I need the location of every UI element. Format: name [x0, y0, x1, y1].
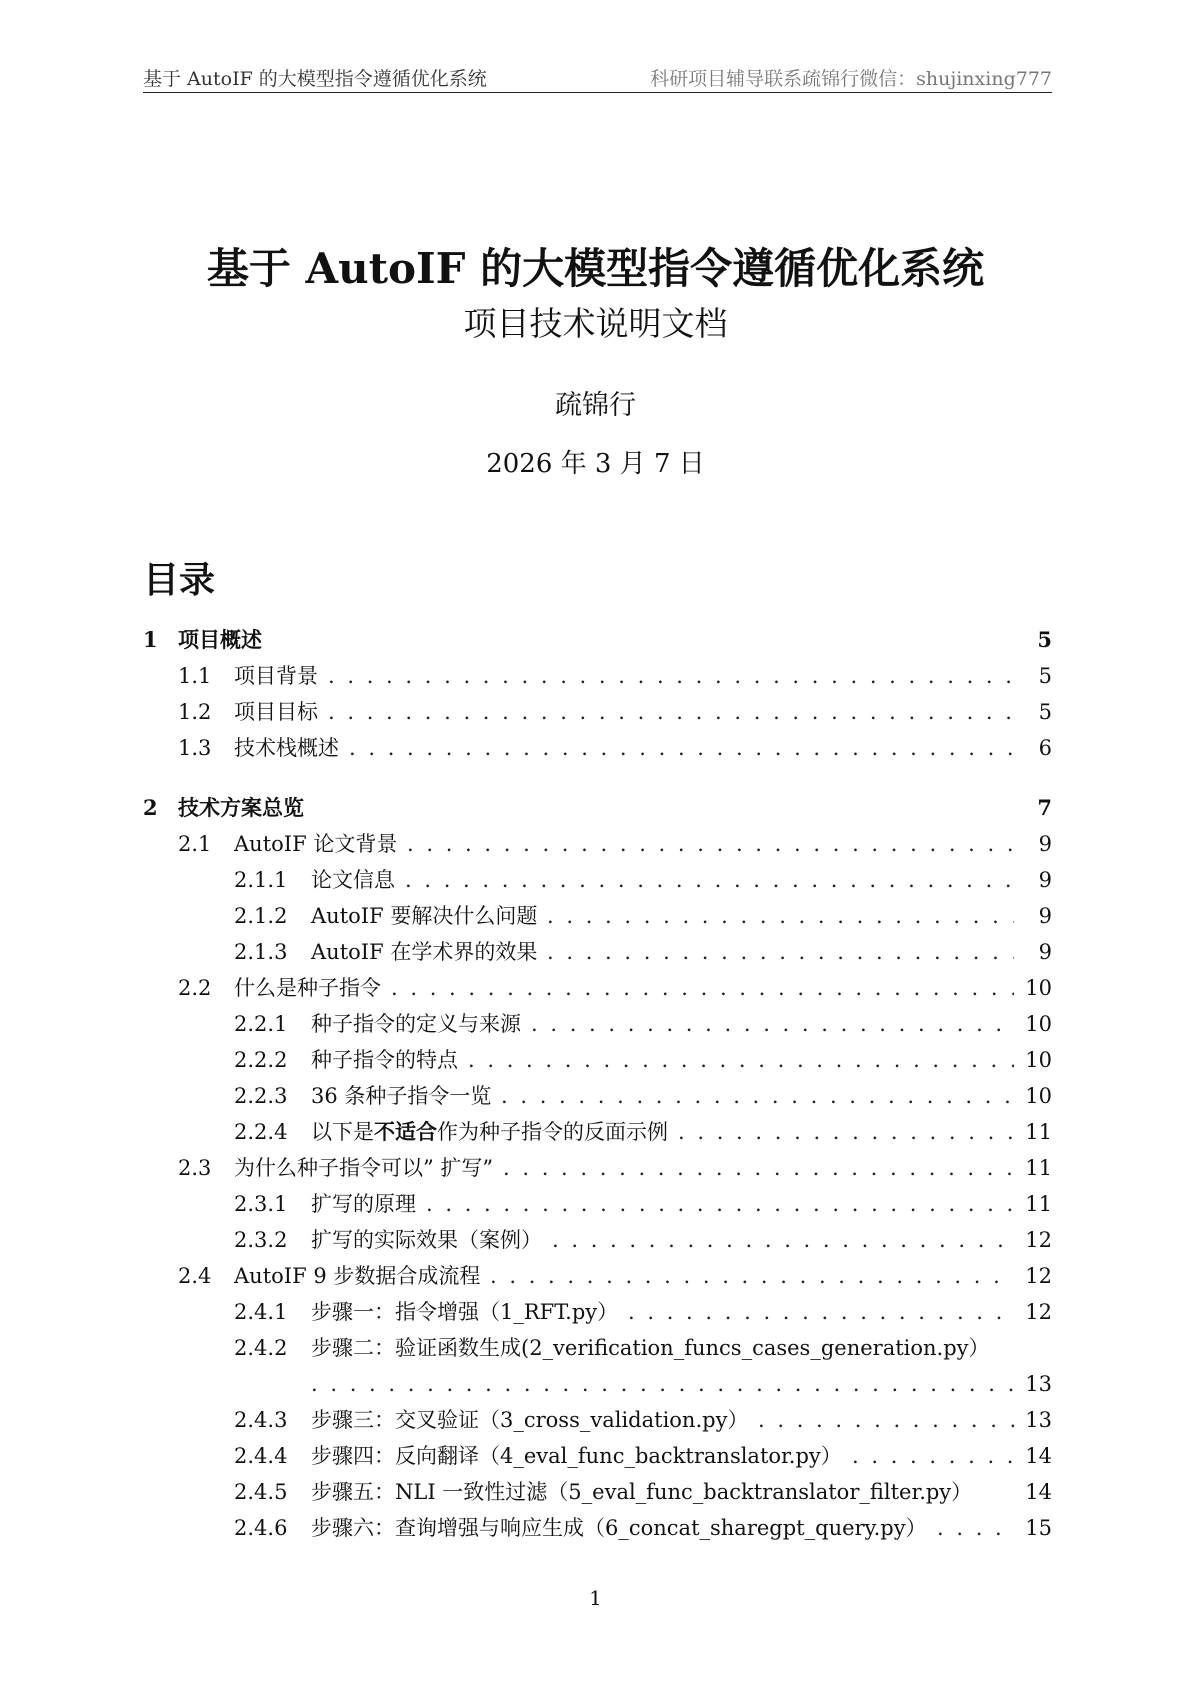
toc-entry-2-3[interactable] — [143, 1150, 1052, 1186]
toc-entry-2-4-5[interactable] — [143, 1474, 1052, 1510]
toc-entry-page: 7 — [1037, 795, 1052, 820]
toc-entry-2-3-1[interactable] — [143, 1186, 1052, 1222]
document-author: 疏锦行 — [555, 390, 636, 421]
toc-entry-2-1-3[interactable] — [143, 934, 1052, 970]
toc-dot-leader — [937, 1510, 1014, 1546]
toc-entry-title: 步骤一：指令增强（1_RFT.py） — [311, 1300, 619, 1324]
toc-entry-2-4-3[interactable] — [143, 1402, 1052, 1438]
document-date: 2026 年 3 月 7 日 — [486, 449, 705, 479]
toc-entry-page: 5 — [1037, 627, 1052, 652]
toc-entry-page: 13 — [1025, 1372, 1052, 1396]
toc-dot-leader — [503, 1150, 1014, 1186]
toc-entry-number: 2 — [143, 795, 158, 820]
toc-entry-page: 9 — [1038, 868, 1052, 892]
toc-entry-number: 2.4.4 — [234, 1444, 288, 1468]
toc-dot-leader — [678, 1114, 1014, 1150]
toc-entry-number: 2.2.2 — [234, 1048, 288, 1072]
toc-entry-title: 步骤二：验证函数生成(2_verification_funcs_cases_generation.py） — [311, 1336, 990, 1360]
toc-entry-2-2-4[interactable] — [143, 1114, 1052, 1150]
toc-entry-title: AutoIF 论文背景 — [234, 832, 398, 856]
toc-entry-title: 技术方案总览 — [178, 795, 304, 820]
toc-entry-1-3[interactable] — [143, 730, 1052, 766]
toc-dot-leader — [405, 862, 1014, 898]
toc-entry-title: 扩写的原理 — [311, 1192, 416, 1216]
toc-entry-title-pre: 以下是 — [311, 1120, 374, 1144]
toc-dot-leader — [407, 826, 1014, 862]
toc-entry-title: 项目目标 — [234, 700, 318, 724]
toc-dot-leader — [547, 934, 1014, 970]
toc-entry-title: AutoIF 要解决什么问题 — [311, 904, 538, 928]
toc-entry-number: 2.2.3 — [234, 1084, 288, 1108]
toc-entry-page: 12 — [1025, 1264, 1052, 1288]
toc-entry-title: 步骤三：交叉验证（3_cross_validation.py） — [311, 1408, 749, 1432]
toc-entry-title: 项目背景 — [234, 664, 318, 688]
toc-dot-leader — [628, 1294, 1014, 1330]
toc-entry-page: 10 — [1025, 1084, 1052, 1108]
toc-entry-2-3-2[interactable] — [143, 1222, 1052, 1258]
toc-dot-leader — [758, 1402, 1014, 1438]
toc-entry-1-1[interactable] — [143, 658, 1052, 694]
toc-entry-title: 步骤五：NLI 一致性过滤（5_eval_func_backtranslator_filter.py） — [311, 1480, 973, 1504]
toc-entry-2-1-1[interactable] — [143, 862, 1052, 898]
toc-entry-page: 14 — [1025, 1480, 1052, 1504]
toc-entry-page: 12 — [1025, 1228, 1052, 1252]
toc-entry-page: 10 — [1025, 976, 1052, 1000]
toc-entry-2-4-4[interactable] — [143, 1438, 1052, 1474]
toc-entry-number: 1 — [143, 627, 158, 652]
toc-entry-title: 技术栈概述 — [234, 736, 339, 760]
toc-dot-leader — [547, 898, 1014, 934]
toc-entry-title: 种子指令的特点 — [311, 1048, 458, 1072]
toc-dot-leader — [501, 1078, 1014, 1114]
toc-entry-2-4-1[interactable] — [143, 1294, 1052, 1330]
toc-heading: 目录 — [143, 559, 216, 601]
document-subtitle: 项目技术说明文档 — [463, 304, 728, 343]
toc-entry-title-post: 作为种子指令的反面示例 — [437, 1120, 668, 1144]
toc-entry-number: 2.3.1 — [234, 1192, 288, 1216]
toc-entry-title: 步骤四：反向翻译（4_eval_func_backtranslator.py） — [311, 1444, 842, 1468]
document-title: 基于 AutoIF 的大模型指令遵循优化系统 — [206, 244, 985, 293]
toc-entry-number: 2.4.3 — [234, 1408, 288, 1432]
toc-entry-2-1[interactable] — [143, 826, 1052, 862]
toc-entry-2-2-1[interactable] — [143, 1006, 1052, 1042]
toc-dot-leader — [328, 694, 1014, 730]
toc-entry-page: 14 — [1025, 1444, 1052, 1468]
toc-entry-title — [311, 1114, 668, 1150]
toc-entry-number: 2.1 — [178, 832, 212, 856]
toc-entry-title: AutoIF 9 步数据合成流程 — [234, 1264, 481, 1288]
page-number: 1 — [589, 1586, 602, 1610]
toc-entry-number: 1.2 — [178, 700, 212, 724]
toc-entry-title: 项目概述 — [178, 627, 262, 652]
toc-entry-page: 11 — [1025, 1156, 1052, 1180]
toc-entry-2-4[interactable] — [143, 1258, 1052, 1294]
toc-entry-page: 11 — [1025, 1120, 1052, 1144]
header-right-contact: 科研项目辅导联系疏锦行微信：shujinxing777 — [650, 68, 1052, 90]
toc-entry-title: 36 条种子指令一览 — [311, 1084, 492, 1108]
toc-entry-page: 9 — [1038, 832, 1052, 856]
toc-entry-title-emphasis: 不适合 — [374, 1119, 437, 1144]
toc-entry-page: 10 — [1025, 1048, 1052, 1072]
toc-entry-page: 10 — [1025, 1012, 1052, 1036]
toc-entry-page: 13 — [1025, 1408, 1052, 1432]
toc-entry-page: 15 — [1025, 1516, 1052, 1540]
toc-entry-number: 2.4.5 — [234, 1480, 288, 1504]
toc-entry-number: 2.2.4 — [234, 1120, 288, 1144]
toc-dot-leader — [490, 1258, 1014, 1294]
toc-dot-leader — [349, 730, 1014, 766]
toc-entry-number: 2.1.3 — [234, 940, 288, 964]
toc-entry-number: 2.4.2 — [234, 1336, 288, 1360]
toc-entry-number: 2.3 — [178, 1156, 212, 1180]
toc-entry-2-4-2[interactable] — [143, 1330, 1052, 1402]
header-left-title: 基于 AutoIF 的大模型指令遵循优化系统 — [143, 68, 487, 90]
toc-entry-number: 1.3 — [178, 736, 212, 760]
toc-entry-title: 步骤六：查询增强与响应生成（6_concat_sharegpt_query.py） — [311, 1516, 927, 1540]
toc-dot-leader — [852, 1438, 1014, 1474]
running-header — [143, 64, 1052, 93]
toc-entry-title: 种子指令的定义与来源 — [311, 1012, 521, 1036]
toc-entry-title: 什么是种子指令 — [234, 976, 381, 1000]
toc-entry-number: 2.1.1 — [234, 868, 288, 892]
toc-entry-2-4-6[interactable] — [143, 1510, 1052, 1546]
toc-entry-page: 6 — [1038, 736, 1052, 760]
toc-entry-number: 2.1.2 — [234, 904, 288, 928]
toc-entry-2[interactable] — [143, 790, 1052, 826]
toc-dot-leader — [531, 1006, 1014, 1042]
toc-entry-title: AutoIF 在学术界的效果 — [311, 940, 538, 964]
toc-dot-leader — [468, 1042, 1014, 1078]
toc-entry-page: 5 — [1038, 700, 1052, 724]
toc-entry-page: 9 — [1038, 940, 1052, 964]
toc-entry-number: 2.2 — [178, 976, 212, 1000]
toc-entry-page: 12 — [1025, 1300, 1052, 1324]
toc-entry-page: 5 — [1038, 664, 1052, 688]
toc-entry-2-2-3[interactable] — [143, 1078, 1052, 1114]
toc-entry-page: 9 — [1038, 904, 1052, 928]
toc-entry-number: 2.4.6 — [234, 1516, 288, 1540]
toc-entry-number: 2.3.2 — [234, 1228, 288, 1252]
toc-entry-2-2[interactable] — [143, 970, 1052, 1006]
toc-entry-title: 扩写的实际效果（案例） — [311, 1228, 542, 1252]
toc-entry-number: 2.4.1 — [234, 1300, 288, 1324]
toc-entry-page: 11 — [1025, 1192, 1052, 1216]
toc-entry-1[interactable] — [143, 622, 1052, 658]
toc-entry-title: 为什么种子指令可以” 扩写” — [234, 1156, 494, 1180]
toc-entry-2-2-2[interactable] — [143, 1042, 1052, 1078]
toc-dot-leader — [552, 1222, 1014, 1258]
toc-entry-number: 1.1 — [178, 664, 212, 688]
toc-entry-number: 2.4 — [178, 1264, 212, 1288]
toc-dot-leader — [391, 970, 1014, 1006]
toc-entry-2-1-2[interactable] — [143, 898, 1052, 934]
toc-entry-number: 2.2.1 — [234, 1012, 288, 1036]
toc-entry-title: 论文信息 — [311, 868, 395, 892]
toc-dot-leader — [426, 1186, 1014, 1222]
toc-dot-leader — [328, 658, 1014, 694]
toc-dot-leader — [311, 1366, 1014, 1402]
toc-entry-1-2[interactable] — [143, 694, 1052, 730]
